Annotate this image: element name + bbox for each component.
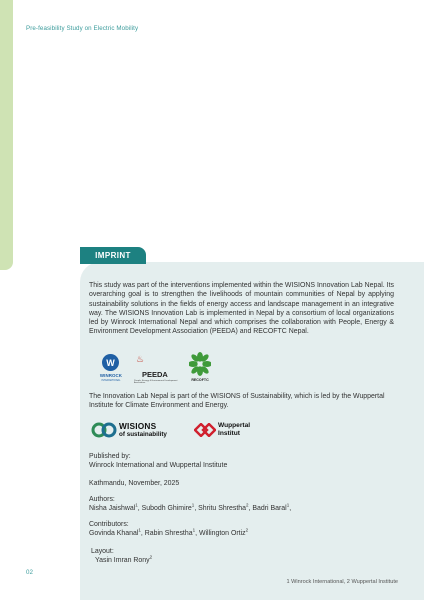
authors-label: Authors: [89,496,115,503]
affiliation-mark: 2 [149,554,153,560]
peeda-logo [134,354,176,384]
wuppertal-line1: Wuppertal [218,422,251,429]
contributors-list: Govinda Khanal$^1$, Rabin Shrestha$^1$, Willington Ortiz$^2$ [89,527,249,537]
lead-logos [91,420,271,442]
affiliation-mark: 1 [191,502,195,508]
published-by-value: Winrock International and Wuppertal Institute [89,462,228,469]
affiliation-mark: 2 [245,527,249,533]
layout-person-name: Yasin Imran Rony [95,557,150,564]
author-name: Badri Baral [252,505,287,512]
winrock-mark: W [102,354,119,371]
affiliation-footnote: 1 Winrock International, 2 Wuppertal Institute [286,579,398,585]
wuppertal-line2: Institut [218,430,240,437]
affiliation-mark: 2 [246,502,249,508]
intro-paragraph: This study was part of the interventions implemented within the WISIONS Innovation Lab Nepal. Its overarching goal is to strengthen the livelihoods of mountain communities of Nepal by applying sustainability solutions in the fields of energy access and landscape management in an integrative way. The WISIONS Innovation Lab is implemented in Nepal by a consortium of local organizations led by Winrock International Nepal and which comprises the collaboration with People, Energy & Environment Development Association (PEEDA) and RECOFTC Nepal. [89,282,394,336]
section-title: IMPRINT [80,247,146,264]
affiliation-mark: 1 [192,527,196,533]
wuppertal-logo [194,420,274,442]
wisions-logo [91,420,181,442]
layout-label: Layout: [91,548,114,555]
peeda-flame-icon: ♨ [136,354,145,364]
winrock-logo [94,354,126,384]
recoftc-name: RECOFTC [191,378,209,382]
affiliation-mark: 1 [135,502,138,508]
author-name: Nisha Jaishwal [89,505,136,512]
recoftc-leaf-icon [189,352,211,376]
contributors-label: Contributors: [89,521,129,528]
place-date: Kathmandu, November, 2025 [89,480,180,487]
contributor-name: Rabin Shrestha [144,530,193,537]
page-number: 02 [26,569,33,576]
affiliation-mark: 1 [138,527,141,533]
recoftc-logo [185,352,215,386]
peeda-sub: People, Energy & Environment Development Association [134,380,178,384]
contributor-name: Govinda Khanal [89,530,139,537]
partner-logos [90,352,220,386]
published-by-label: Published by: [89,453,131,460]
wisions-line2: of sustainability [119,431,167,438]
running-head: Pre-feasibility Study on Electric Mobility [26,25,139,32]
winrock-name: WINROCK [99,373,123,378]
layout-person [95,556,152,565]
innovation-paragraph: The Innovation Lab Nepal is part of the WISIONS of Sustainability, which is led by the Wuppertal Institute for Climate Environment and Energy. [89,393,385,410]
contributor-name: Willington Ortiz [198,530,246,537]
peeda-name: PEEDA [142,370,168,379]
wuppertal-arrow-icon [194,423,216,437]
side-accent-bar [0,0,13,270]
wisions-line1: WISIONS [119,421,157,431]
author-name: Subodh Ghimire [141,505,192,512]
authors-list: Nisha Jaishwal$^1$, Subodh Ghimire$^1$, Shritu Shrestha$^2$, Badri Baral$^1$, [89,502,292,512]
wisions-rings-icon [91,422,117,438]
winrock-sub: INTERNATIONAL [101,379,121,382]
affiliation-mark: 1 [286,502,290,508]
author-name: Shritu Shrestha [198,505,246,512]
